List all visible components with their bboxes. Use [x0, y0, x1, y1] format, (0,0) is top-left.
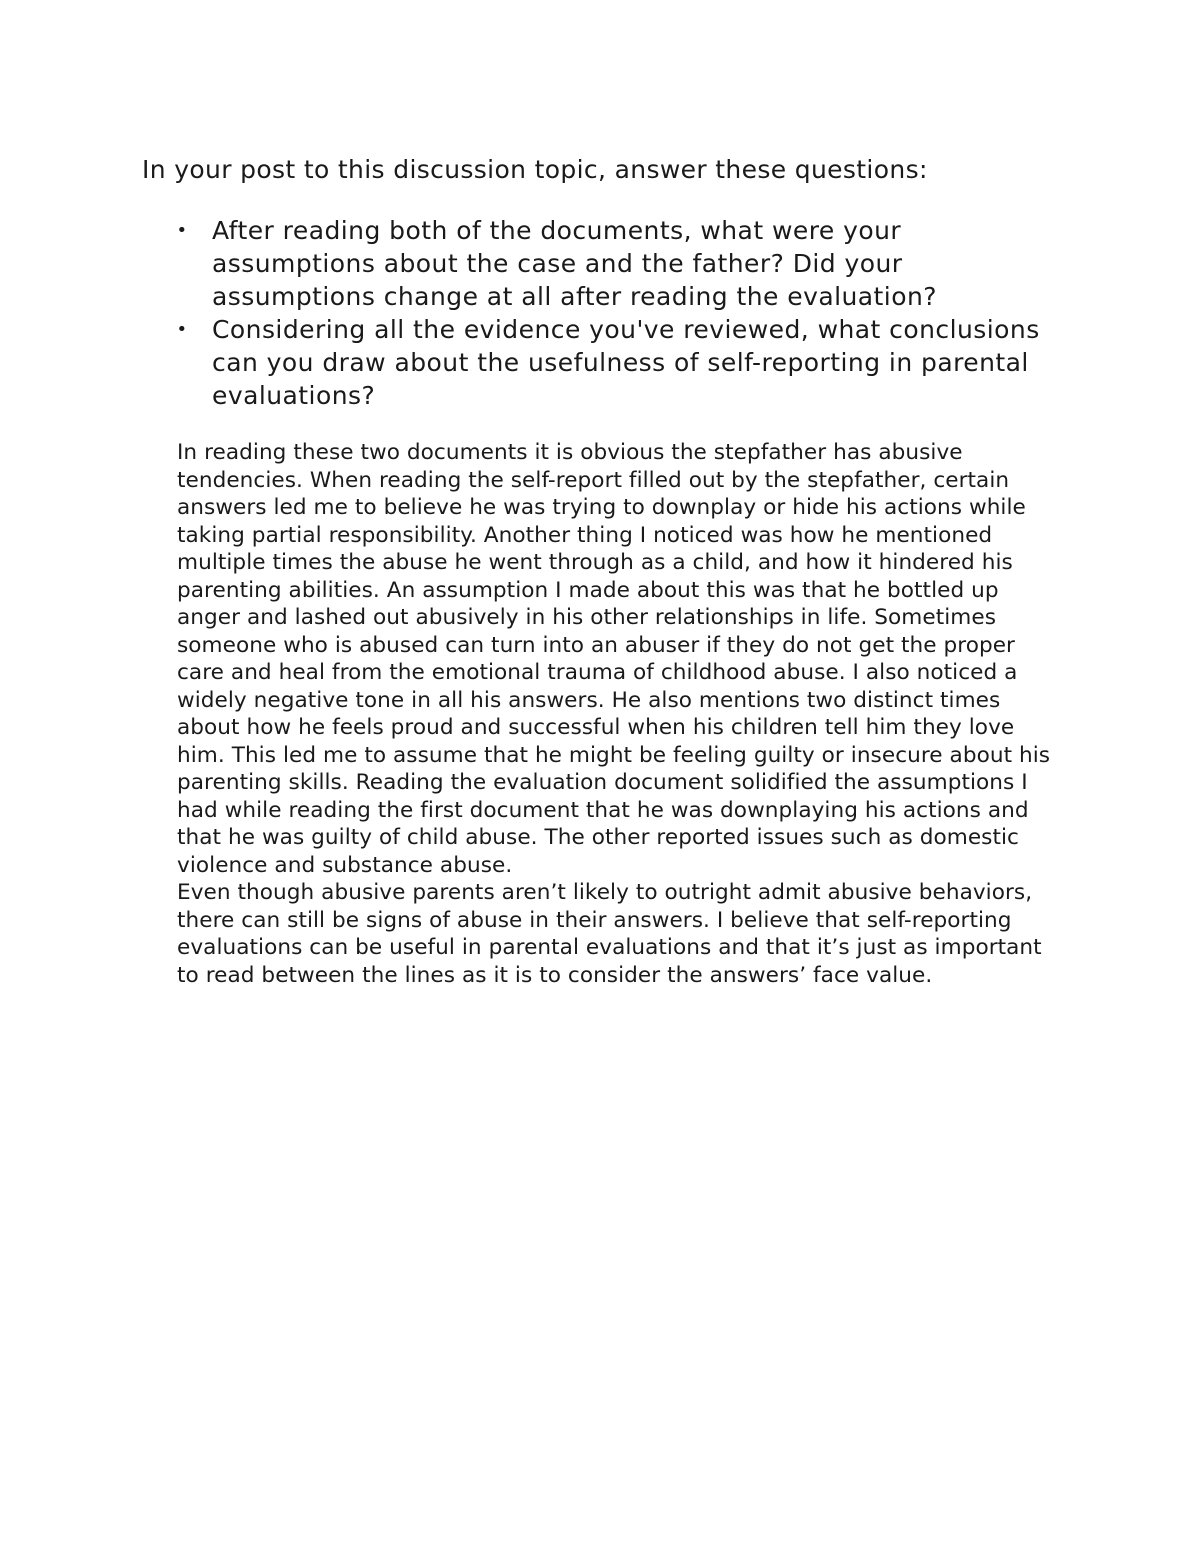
response-paragraph-2: Even though abusive parents aren’t likely to outright admit abusive behaviors, there can still be signs of abuse in their answers. I believe that self-reporting evaluations can be useful in parental evaluations and that it’s just as important to read between the lines as it is to consider the answers’ face value.	[177, 880, 1042, 988]
question-item-1	[176, 214, 1052, 313]
question-text-1: After reading both of the documents, what were your assumptions about the case and the father? Did your assumptions change at all after reading the evaluation?	[212, 216, 937, 311]
question-item-2	[176, 313, 1052, 412]
bullet-dot-icon: •	[176, 220, 188, 241]
response-paragraph-1: In reading these two documents it is obvious the stepfather has abusive tendencies. When reading the self-report filled out by the stepfather, certain answers led me to believe he was trying to downplay or hide his actions while taking partial responsibility. Another thing I noticed was how he mentioned multiple times the abuse he went through as a child, and how it hindered his parenting abilities. An assumption I made about this was that he bottled up anger and lashed out abusively in his other relationships in life. Sometimes someone who is abused can turn into an abuser if they do not get the proper care and heal from the emotional trauma of childhood abuse. I also noticed a widely negative tone in all his answers. He also mentions two distinct times about how he feels proud and successful when his children tell him they love him. This led me to assume that he might be feeling guilty or insecure about his parenting skills. Reading the evaluation document solidified the assumptions I had while reading the first document that he was downplaying his actions and that he was guilty of child abuse. The other reported issues such as domestic violence and substance abuse.	[177, 440, 1051, 878]
response-body	[177, 439, 1067, 989]
question-text-2: Considering all the evidence you've reviewed, what conclusions can you draw about the usefulness of self-reporting in parental evaluations?	[212, 315, 1040, 410]
question-list	[176, 214, 1052, 412]
prompt-heading: In your post to this discussion topic, answer these questions:	[142, 155, 928, 184]
bullet-dot-icon: •	[176, 319, 188, 340]
